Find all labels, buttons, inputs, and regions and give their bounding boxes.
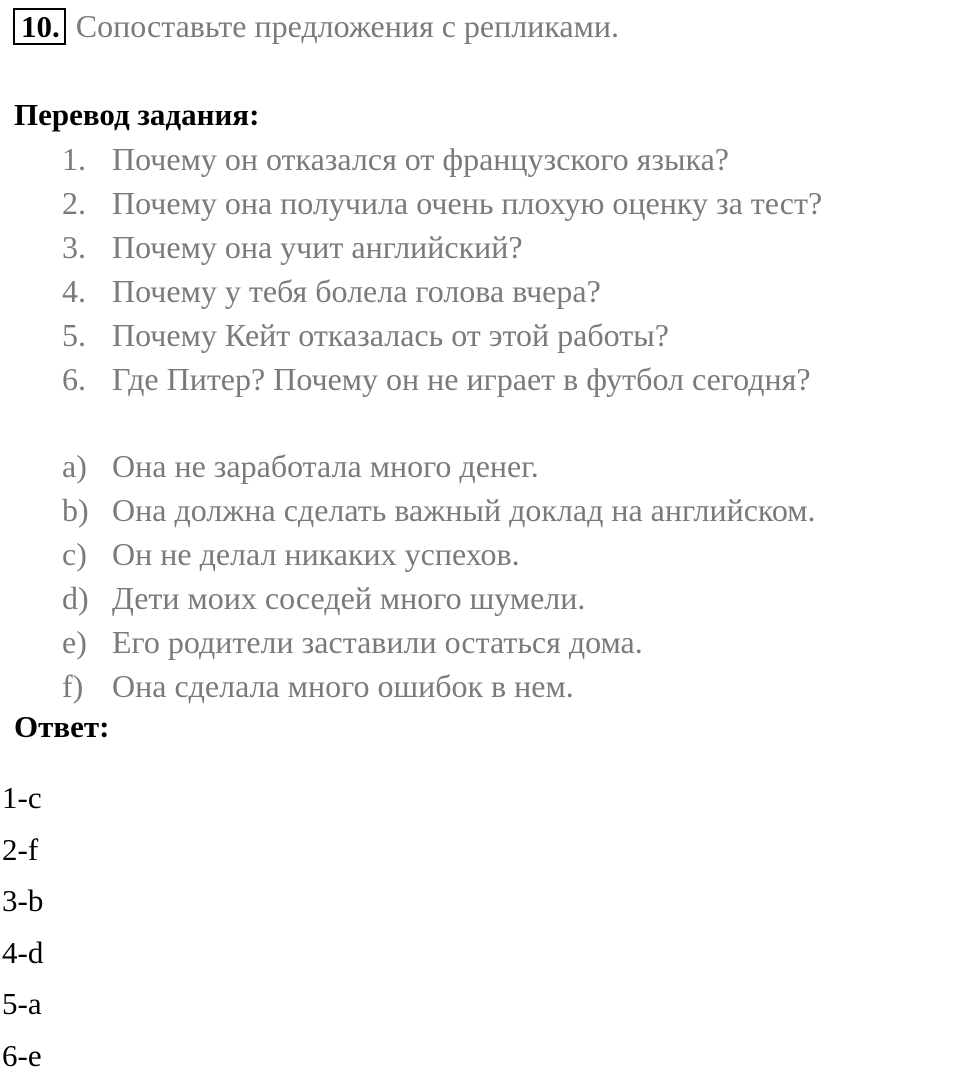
answer-item: 1-c (2, 772, 43, 824)
question-text: Почему она получила очень плохую оценку за тест? (112, 181, 822, 225)
question-text: Почему она учит английский? (112, 225, 523, 269)
translation-heading: Перевод задания: (14, 95, 259, 135)
reply-item (62, 576, 815, 620)
question-text: Почему у тебя болела голова вчера? (112, 269, 601, 313)
answer-item: 3-b (2, 875, 43, 927)
reply-marker: e) (62, 620, 112, 664)
reply-text: Дети моих соседей много шумели. (112, 576, 585, 620)
question-marker: 1. (62, 137, 112, 181)
answer-item: 6-e (2, 1030, 43, 1081)
reply-text: Его родители заставили остаться дома. (112, 620, 643, 664)
reply-text: Она должна сделать важный доклад на английском. (112, 488, 815, 532)
question-marker: 6. (62, 357, 112, 401)
answers-list (2, 772, 43, 1081)
reply-marker: a) (62, 444, 112, 488)
question-item (62, 357, 822, 401)
task-header (13, 6, 619, 46)
reply-marker: c) (62, 532, 112, 576)
reply-item (62, 664, 815, 708)
reply-item (62, 620, 815, 664)
replies-list (62, 444, 815, 708)
reply-text: Она не заработала много денег. (112, 444, 539, 488)
reply-text: Она сделала много ошибок в нем. (112, 664, 574, 708)
question-marker: 5. (62, 313, 112, 357)
question-marker: 2. (62, 181, 112, 225)
reply-item (62, 444, 815, 488)
reply-marker: b) (62, 488, 112, 532)
reply-item (62, 532, 815, 576)
reply-item (62, 488, 815, 532)
question-item (62, 137, 822, 181)
question-text: Где Питер? Почему он не играет в футбол сегодня? (112, 357, 811, 401)
answer-item: 2-f (2, 824, 43, 876)
question-marker: 3. (62, 225, 112, 269)
answer-item: 4-d (2, 927, 43, 979)
question-item (62, 225, 822, 269)
questions-list (62, 137, 822, 401)
reply-marker: f) (62, 664, 112, 708)
question-text: Почему он отказался от французского языка? (112, 137, 729, 181)
task-instruction: Сопоставьте предложения с репликами. (76, 8, 619, 45)
reply-text: Он не делал никаких успехов. (112, 532, 520, 576)
question-marker: 4. (62, 269, 112, 313)
question-item (62, 313, 822, 357)
question-item (62, 181, 822, 225)
task-number: 10. (13, 8, 66, 45)
reply-marker: d) (62, 576, 112, 620)
answer-item: 5-a (2, 978, 43, 1030)
question-text: Почему Кейт отказалась от этой работы? (112, 313, 669, 357)
answer-heading: Ответ: (14, 707, 109, 747)
question-item (62, 269, 822, 313)
